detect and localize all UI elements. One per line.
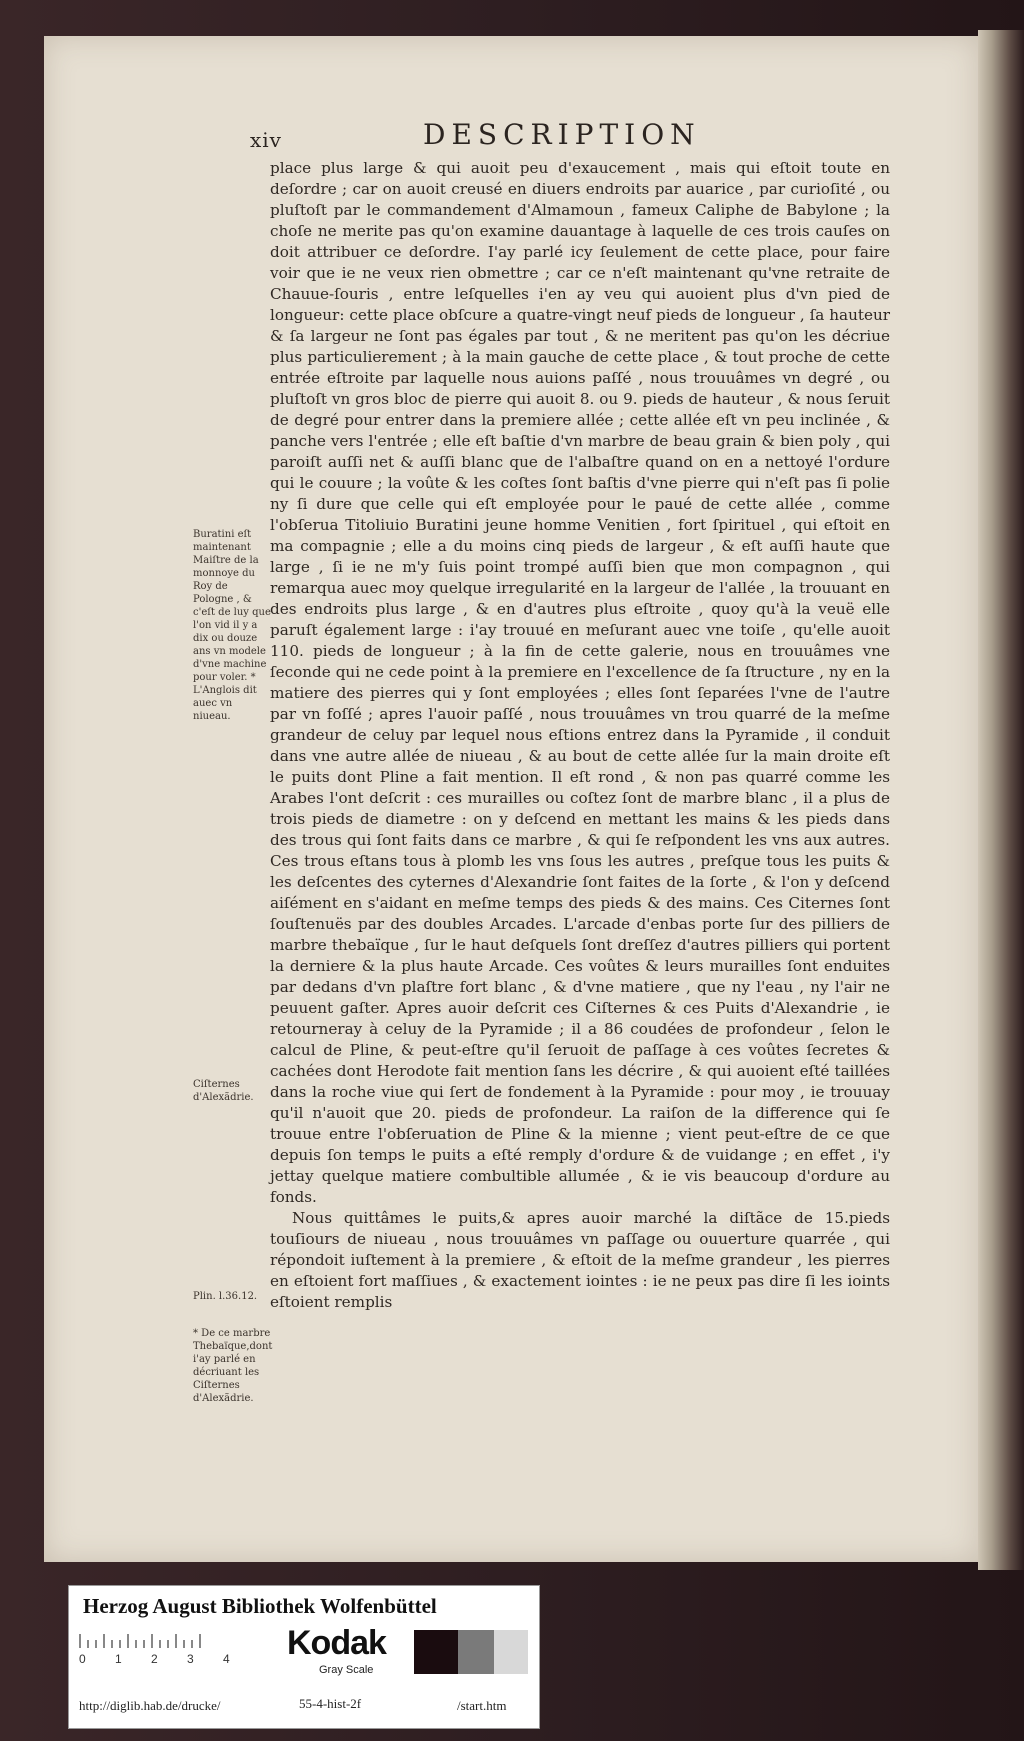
page-folio: xiv xyxy=(250,128,282,152)
ruler-ticks xyxy=(79,1626,279,1648)
ruler-tick xyxy=(183,1640,185,1648)
paragraph-2: Nous quittâmes le puits,& apres auoir marché la diſtãce de 15.pieds touſiours de niueau , nous trouuâmes vn paſſage ou ouuerture quarrée , qui répondoit iuſtement à la premiere , & eſtoit de la meſme grandeur , les pierres en eſtoient fort maſſiues , & exactement iointes : ie ne peux pas dire ſi les ioints eſtoient remplis xyxy=(270,1209,890,1311)
kodak-logo: Kodak xyxy=(287,1624,386,1662)
gray-patch-black xyxy=(414,1630,458,1674)
ruler-tick xyxy=(103,1634,105,1648)
ruler-tick xyxy=(119,1640,121,1648)
page-edge xyxy=(978,30,1024,1570)
margin-note-marbre: * De ce marbre Thebaïque,dont i'ay parlé en décriuant les Ciſternes d'Alexãdrie. xyxy=(193,1328,273,1404)
paragraph-1: place plus large & qui auoit peu d'exaucement , mais qui eſtoit toute en deſordre ; car on auoit creusé en diuers endroits par auarice , par curioſité , ou pluſtoſt par le commandement d'Almamoun , fameux Caliphe de Babylone ; la choſe ne merite pas qu'on examine dauantage à laquelle de ces trois cauſes on doit attribuer ce deſordre. I'ay parlé icy ſeulement de cette place, pour faire voir que ie ne veux rien obmettre ; car ce n'eſt maintenant qu'vne retraite de Chauue-ſouris , entre leſquelles i'en ay veu qui auoient plus d'vn pied de longueur: cette place obſcure a quatre-vingt neuf pieds de longueur , ſa hauteur & ſa largeur ne ſont pas égales par tout , & ne meritent pas qu'on les décriue plus particulierement ; à la main gauche de cette place , & tout proche de cette entrée eſtroite par laquelle nous auions paſſé , nous trouuâmes vn degré , ou pluſtoſt vn gros bloc de pierre qui auoit 8. ou 9. pieds de hauteur , & nous ſeruit de degré pour entrer dans la premiere allée ; cette allée eſt vn peu inclinée , & panche vers l'entrée ; elle eſt baſtie d'vn marbre de beau grain & bien poly , qui paroiſt auſſi net & auſſi blanc que de l'albaſtre quand on en a nettoyé l'ordure qui le couure ; la voûte & les coſtes ſont baſtis d'vne pierre qui n'eſt pas ſi polie ny ſi dure que celle qui eſt employée pour le paué de cette allée , comme l'obſerua Titoliuio Buratini jeune homme Venitien , fort ſpirituel , qui eſtoit en ma compagnie ; elle a du moins cinq pieds de largeur , & eſt auſſi haute que large , ſi ie ne m'y ſuis point trompé auſſi bien que mon compagnon , qui remarqua auec moy quelque irregularité en la largeur de l'allée , la trouuant en des endroits plus large , & en d'autres plus eſtroite , quoy qu'à la veuë elle paruſt également large : i'ay trouué en meſurant auec vne toiſe , qu'elle auoit 110. pieds de longueur ; à la fin de cette galerie, nous en trouuâmes vne ſeconde qui ne cede point à la premiere en l'excellence de ſa ſtructure , ny en la matiere des pierres qui y ſont employées ; elles ſont ſeparées l'vne de l'autre par vn foſſé ; apres l'auoir paſſé , nous trouuâmes vn trou quarré de la meſme grandeur de celuy par lequel nous eſtions entrez dans la Pyramide , il conduit dans vne autre allée de niueau , & au bout de cette allée ſur la main droite eſt le puits dont Pline a fait mention. Il eſt rond , & non pas quarré comme les Arabes l'ont deſcrit : ces murailles ou coſtez ſont de marbre blanc , il a plus de trois pieds de diametre : on y deſcend en mettant les mains & les pieds dans des trous qui ſont faits dans ce marbre , & qui ſe reſpondent les vns aux autres. Ces trous eſtans tous à plomb les vns ſous les autres , preſque tous les puits & les deſcentes des cyternes d'Alexandrie ſont faites de la ſorte , & l'on y deſcend aiſément en s'aidant en meſme temps des pieds & des mains. Ces Citernes ſont ſouſtenuës par des doubles Arcades. L'arcade d'enbas porte ſur des pilliers de marbre thebaïque , ſur le haut deſquels ſont dreſſez d'autres pilliers qui portent la derniere & la plus haute Arcade. Ces voûtes & leurs murailles ſont enduites par dedans d'vn plaſtre fort blanc , & d'vne matiere , que ny l'eau , ny l'air ne peuuent gaſter. Apres auoir deſcrit ces Ciſternes & ces Puits d'Alexandrie , ie retourneray à celuy de la Pyramide ; il a 86 coudées de profondeur , ſelon le calcul de Pline, & peut-eſtre qu'il ſeruoit de paſſage à ces voûtes ſecretes & cachées dont Herodote fait mention ſans les décrire , & qui auoient eſté taillées dans la roche viue qui ſert de fondement à la Pyramide : pour moy , ie trouuay qu'il n'auoit que 20. pieds de profondeur. La raiſon de la difference qui ſe trouue entre l'obſeruation de Pline & la mienne ; vient peut-eſtre de ce que depuis ſon temps le puits a eſté remply d'ordure & de vuidange ; en effet , i'y jettay quelque matiere combultible allumée , & ie vis beaucoup d'ordure au fonds. xyxy=(270,159,890,1206)
ruler-number: 3 xyxy=(187,1652,194,1666)
ruler-number: 0 xyxy=(79,1652,86,1666)
shelfmark: 55-4-hist-2f xyxy=(299,1696,362,1711)
gray-patch-light xyxy=(494,1630,528,1674)
gray-scale-label: Gray Scale xyxy=(319,1664,374,1676)
start-path: /start.htm xyxy=(457,1698,507,1713)
ruler-tick xyxy=(199,1634,201,1648)
ruler-number: 4 xyxy=(223,1652,230,1666)
gray-patch-mid xyxy=(458,1630,494,1674)
ruler-numbers xyxy=(79,1652,319,1666)
ruler-tick xyxy=(127,1634,129,1648)
ruler-tick xyxy=(167,1640,169,1648)
margin-note-buratini: Buratini eſt maintenant Maiſtre de la monnoye du Roy de Pologne , & c'eſt de luy que l'on vid il y a dix ou douze ans vn modele d'vne machine pour voler. * L'Anglois dit auec vn niueau. xyxy=(193,529,271,722)
ruler-tick xyxy=(135,1640,137,1648)
ruler-tick xyxy=(151,1634,153,1648)
ruler-tick xyxy=(143,1640,145,1648)
scan-reference-card xyxy=(68,1585,540,1729)
running-title: DESCRIPTION xyxy=(423,118,701,151)
ruler-number: 2 xyxy=(151,1652,158,1666)
ruler-tick xyxy=(191,1640,193,1648)
ruler-tick xyxy=(95,1640,97,1648)
ruler-tick xyxy=(159,1640,161,1648)
ruler-tick xyxy=(79,1634,81,1648)
library-url: http://diglib.hab.de/drucke/ xyxy=(79,1698,221,1713)
margin-note-cisternes: Ciſternes d'Alexãdrie. xyxy=(193,1079,254,1103)
ruler-number: 1 xyxy=(115,1652,122,1666)
ruler-tick xyxy=(87,1640,89,1648)
library-name: Herzog August Bibliothek Wolfenbüttel xyxy=(83,1594,437,1618)
body-text xyxy=(270,158,890,1313)
ruler-tick xyxy=(175,1634,177,1648)
ruler-tick xyxy=(111,1640,113,1648)
margin-note-pline: Plin. l.36.12. xyxy=(193,1291,258,1302)
